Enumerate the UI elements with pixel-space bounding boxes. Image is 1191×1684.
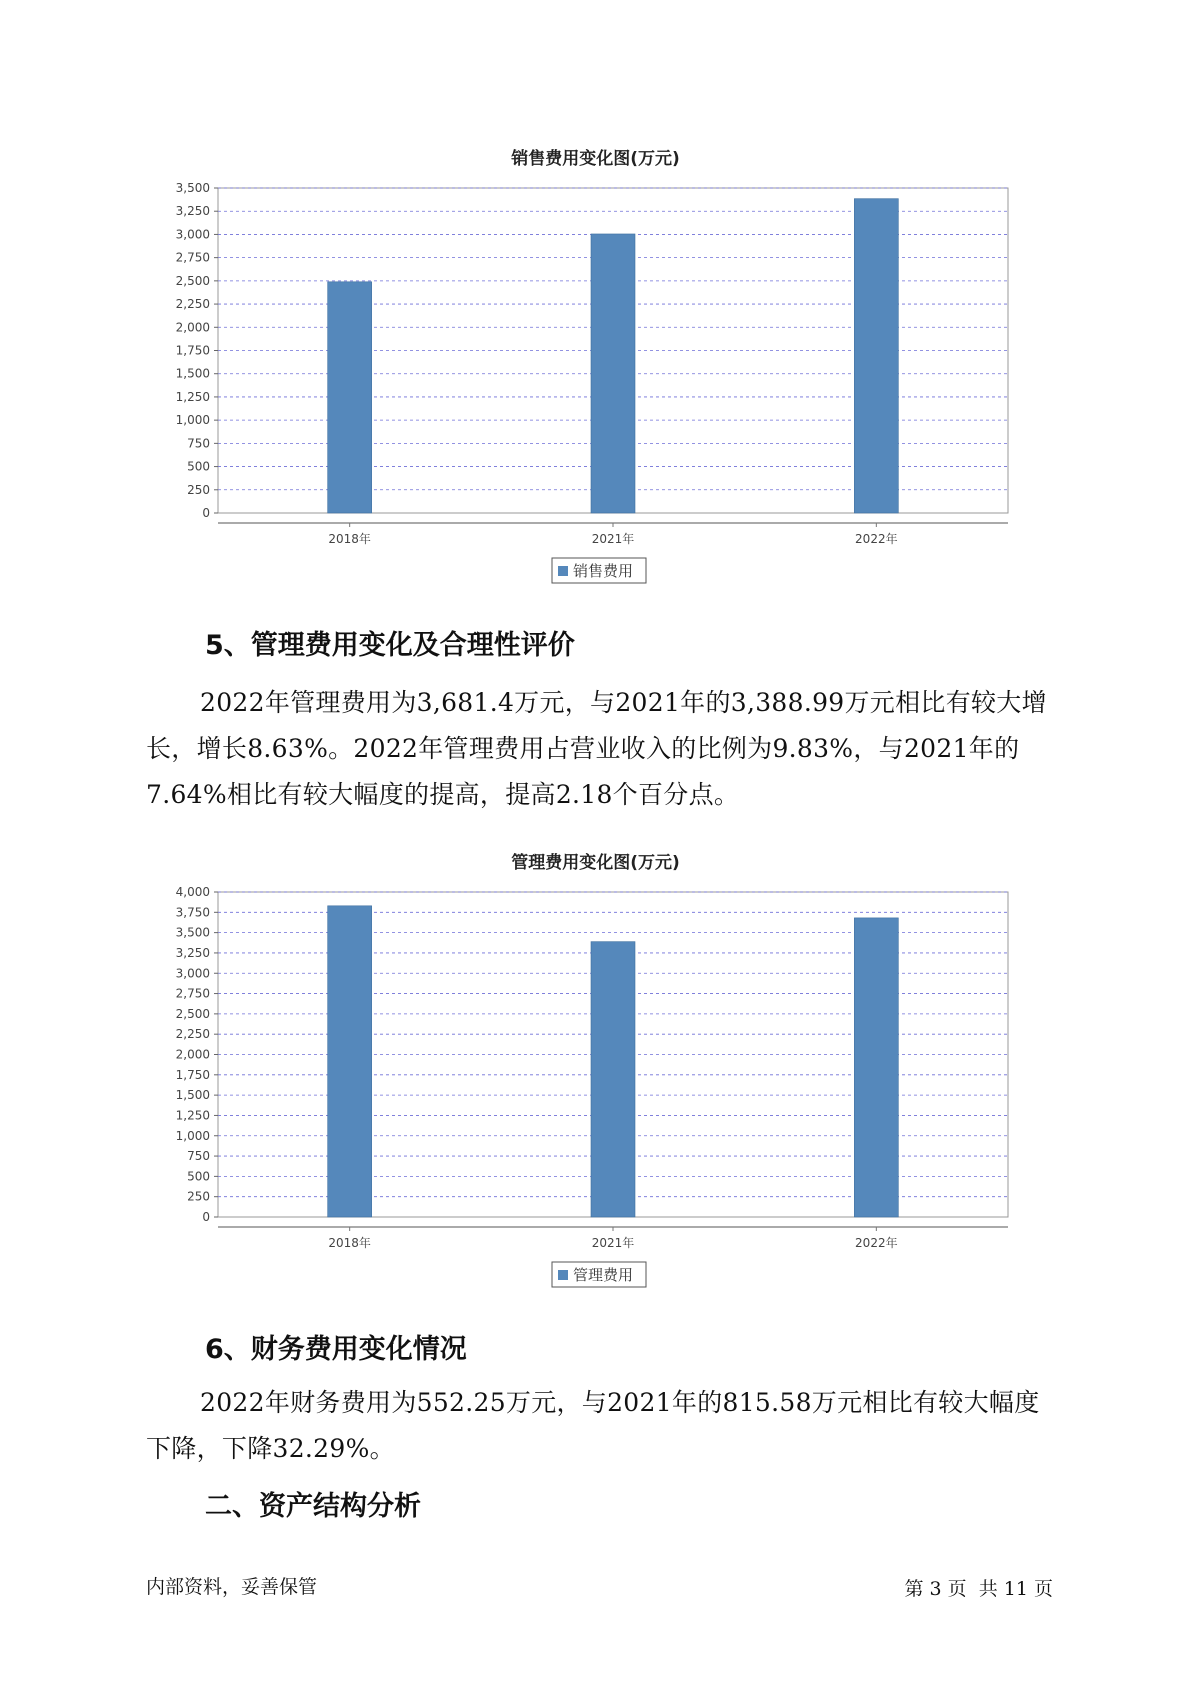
y-tick-label: 2,500 xyxy=(175,1006,210,1021)
y-tick-label: 2,750 xyxy=(175,986,210,1001)
y-tick-label: 1,000 xyxy=(175,413,210,428)
section-5-paragraph: 2022年管理费用为3,681.4万元，与2021年的3,388.99万元相比有较大增长，增长8.63%。2022年管理费用占营业收入的比例为9.83%，与2021年的7.64%相比有较大幅度的提高，提高2.18个百分点。 xyxy=(146,688,1047,809)
y-tick-label: 1,250 xyxy=(175,389,210,404)
x-tick-label: 2018年 xyxy=(328,1236,371,1250)
y-tick-label: 2,000 xyxy=(175,320,210,335)
legend-label: 销售费用 xyxy=(573,562,634,580)
y-tick-label: 3,500 xyxy=(175,925,210,940)
footer-page-number: 第 3 页 共 11 页 xyxy=(904,1578,1053,1600)
x-tick-label: 2022年 xyxy=(855,1236,898,1250)
y-tick-label: 1,750 xyxy=(175,343,210,358)
section-6-paragraph: 2022年财务费用为552.25万元，与2021年的815.58万元相比有较大幅度下降，下降32.29%。 xyxy=(146,1388,1040,1463)
legend xyxy=(552,558,646,583)
bar-2022年 xyxy=(854,918,898,1217)
legend-swatch xyxy=(558,566,568,576)
section-5-heading: 5、管理费用变化及合理性评价 xyxy=(205,630,575,661)
y-tick-label: 250 xyxy=(187,482,210,497)
chart-title-admin: 管理费用变化图(万元) xyxy=(511,853,680,873)
y-tick-label: 1,500 xyxy=(175,366,210,381)
chart-title-sales: 销售费用变化图(万元) xyxy=(511,149,680,169)
admin-expense-chart xyxy=(0,874,1191,1294)
y-tick-label: 1,500 xyxy=(175,1088,210,1103)
y-tick-label: 3,250 xyxy=(175,204,210,219)
y-tick-label: 2,750 xyxy=(175,250,210,265)
y-tick-label: 0 xyxy=(202,506,210,520)
y-tick-label: 1,000 xyxy=(175,1128,210,1143)
footer-confidential-note: 内部资料，妥善保管 xyxy=(146,1576,318,1598)
part-2-heading: 二、资产结构分析 xyxy=(205,1491,421,1522)
sales-expense-chart xyxy=(0,170,1191,590)
legend xyxy=(552,1262,646,1287)
section-6-heading: 6、财务费用变化情况 xyxy=(205,1334,467,1365)
x-tick-label: 2018年 xyxy=(328,532,371,546)
y-tick-label: 3,500 xyxy=(175,181,210,195)
y-tick-label: 0 xyxy=(202,1210,210,1224)
y-tick-label: 3,000 xyxy=(175,966,210,981)
bar-2021年 xyxy=(591,942,635,1217)
y-tick-label: 250 xyxy=(187,1189,210,1204)
y-tick-label: 750 xyxy=(187,436,210,451)
legend-swatch xyxy=(558,1270,568,1280)
y-tick-label: 4,000 xyxy=(175,885,210,899)
x-tick-label: 2022年 xyxy=(855,532,898,546)
y-tick-label: 2,000 xyxy=(175,1047,210,1062)
y-tick-label: 3,250 xyxy=(175,945,210,960)
x-tick-label: 2021年 xyxy=(591,532,635,546)
y-tick-label: 500 xyxy=(187,459,210,474)
bar-2018年 xyxy=(328,906,372,1217)
y-tick-label: 3,750 xyxy=(175,905,210,920)
bar-2022年 xyxy=(854,199,898,513)
y-tick-label: 2,500 xyxy=(175,273,210,288)
x-tick-label: 2021年 xyxy=(591,1236,635,1250)
y-tick-label: 1,750 xyxy=(175,1067,210,1082)
y-tick-label: 500 xyxy=(187,1169,210,1184)
y-tick-label: 2,250 xyxy=(175,1027,210,1042)
bar-2021年 xyxy=(591,234,635,513)
y-tick-label: 750 xyxy=(187,1149,210,1164)
legend-label: 管理费用 xyxy=(573,1266,634,1284)
y-tick-label: 2,250 xyxy=(175,297,210,312)
y-tick-label: 1,250 xyxy=(175,1108,210,1123)
y-tick-label: 3,000 xyxy=(175,227,210,242)
bar-2018年 xyxy=(328,282,372,513)
